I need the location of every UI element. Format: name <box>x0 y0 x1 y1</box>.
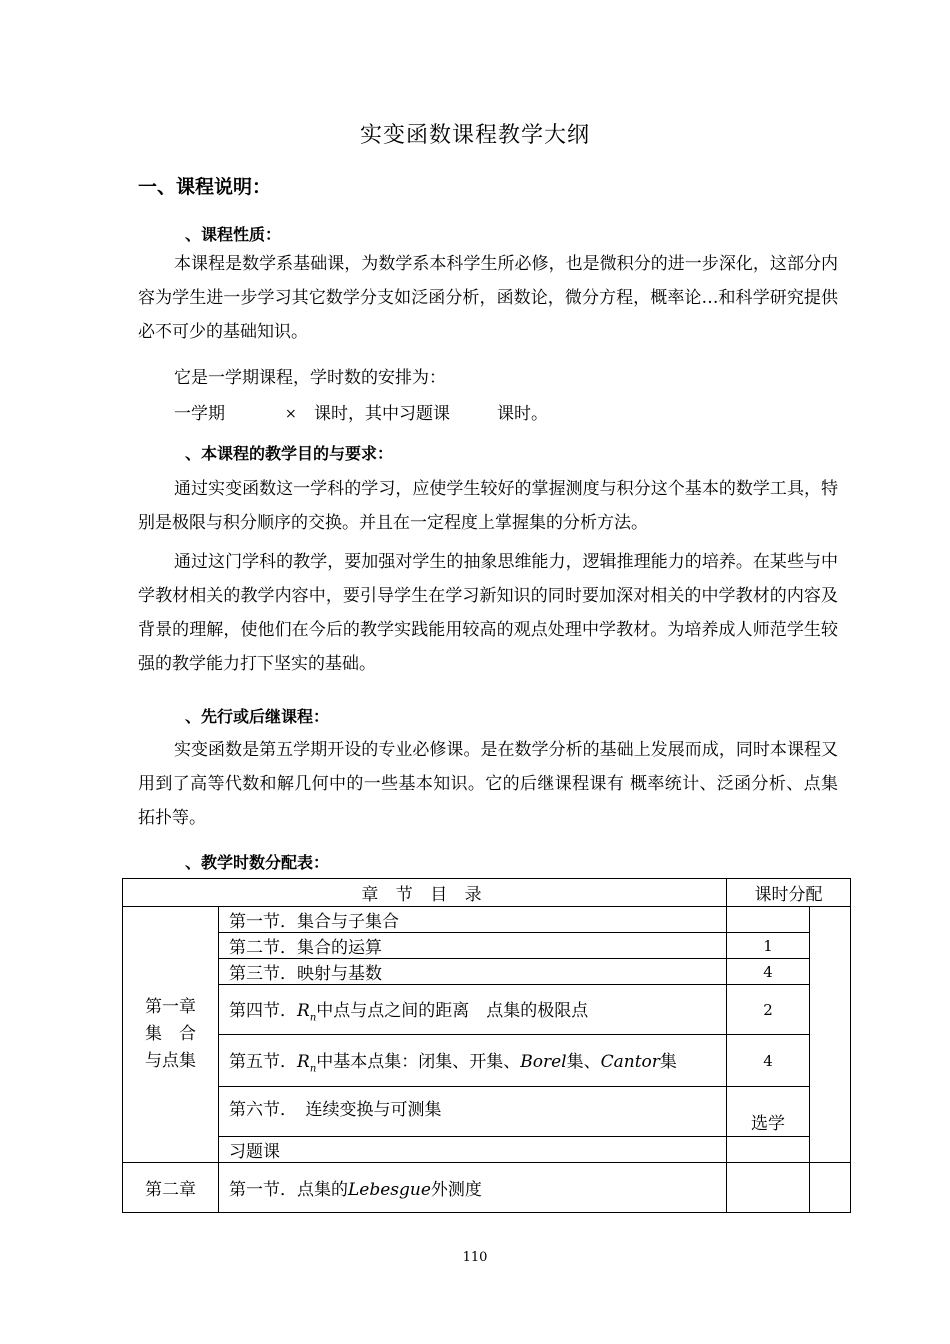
section-1-4 <box>219 985 727 1035</box>
chapter-1-title-line2: 与点集 <box>145 1051 196 1071</box>
section-2-1 <box>219 1163 727 1213</box>
section-1-5-prefix: 第五节． <box>229 1051 297 1072</box>
header-hours: 课时分配 <box>727 879 851 907</box>
page-title: 实变函数课程教学大纲 <box>359 123 590 148</box>
heading-teaching-goals: 、本课程的教学目的与要求： <box>185 444 394 463</box>
section-1-4-prefix: 第四节． <box>229 1000 297 1021</box>
table-row <box>123 907 851 933</box>
section-1-5-cantor: Cantor <box>600 1051 660 1072</box>
section-1-4-r: R <box>297 1000 310 1021</box>
header-toc: 章 节 目 录 <box>123 879 727 907</box>
hours-end-text: 课时。 <box>497 404 548 424</box>
paragraph-goals-2: 通过这门学科的教学，要加强对学生的抽象思维能力，逻辑推理能力的培养。在某些与中学教材相关的教学内容中，要引导学生在学习新知识的同时要加深对相关的中学教材的内容及背景的理解，使他们在今后的教学实践能用较高的观点处理中学教材。为培养成人师范学生较强的教学能力打下坚实的基础。 <box>138 552 838 674</box>
section-1-6-hours: 选学 <box>727 1087 810 1137</box>
section-1-6: 第六节． 连续变换与可测集 <box>219 1087 727 1137</box>
section-2-1-hours <box>727 1163 810 1213</box>
table-row <box>123 1163 851 1213</box>
section-1-5-n: n <box>309 1063 317 1075</box>
table-row <box>123 1137 851 1163</box>
table-row <box>123 1087 851 1137</box>
exercise-class: 习题课 <box>219 1137 727 1163</box>
section-2-1-lebesgue: Lebesgue <box>348 1180 431 1200</box>
heading-course-nature: 、课程性质： <box>185 225 282 244</box>
section-1-1: 第一节．集合与子集合 <box>219 907 727 933</box>
section-2-1-prefix: 第一节．点集的 <box>229 1180 348 1200</box>
paragraph-goals-1: 通过实变函数这一学科的学习，应使学生较好的掌握测度与积分这个基本的数学工具，特别是极限与积分顺序的交换。并且在一定程度上掌握集的分析方法。 <box>138 479 838 533</box>
section-1-5-text: 中基本点集：闭集、开集、 <box>316 1051 521 1072</box>
heading-prerequisites: 、先行或后继课程： <box>185 707 330 726</box>
section-heading-course-description: 一、课程说明： <box>138 176 272 198</box>
section-1-5-suffix: 集 <box>659 1051 677 1072</box>
blank-column-cell <box>810 907 851 1163</box>
section-1-1-hours <box>727 907 810 933</box>
page-number: 110 <box>462 1250 488 1265</box>
table-row <box>123 1035 851 1087</box>
chapter-1-title-line1: 集 合 <box>145 1024 196 1044</box>
paragraph-semester: 它是一学期课程，学时数的安排为： <box>174 368 446 388</box>
table-row <box>123 985 851 1035</box>
exercise-class-hours <box>727 1137 810 1163</box>
section-1-3: 第三节．映射与基数 <box>219 959 727 985</box>
chapter-1-cell <box>123 907 219 1163</box>
table-row <box>123 959 851 985</box>
chapter-2-cell: 第二章 <box>123 1163 219 1213</box>
section-2-1-suffix: 外测度 <box>430 1180 482 1200</box>
hours-times-sign: × <box>285 406 297 422</box>
section-1-3-hours: 4 <box>727 959 810 985</box>
section-1-5-sep: 集、 <box>566 1051 601 1072</box>
section-1-5-hours: 4 <box>727 1035 810 1087</box>
hours-allocation-table <box>122 878 851 1213</box>
hours-class-text: 课时，其中习题课 <box>314 404 450 424</box>
paragraph-prerequisites: 实变函数是第五学期开设的专业必修课。是在数学分析的基础上发展而成，同时本课程又用到了高等代数和解几何中的一些基本知识。它的后继课程课有 概率统计、泛函分析、点集拓扑等。 <box>138 740 838 828</box>
section-1-5 <box>219 1035 727 1087</box>
heading-hours-table: 、教学时数分配表： <box>185 853 330 872</box>
section-1-2-hours: 1 <box>727 933 810 959</box>
hours-semester-label: 一学期 <box>174 404 225 424</box>
section-1-5-r: R <box>297 1051 310 1072</box>
section-1-4-hours: 2 <box>727 985 810 1035</box>
section-1-5-borel: Borel <box>520 1051 567 1072</box>
section-2-1-extra <box>810 1163 851 1213</box>
section-1-4-n: n <box>309 1012 317 1024</box>
paragraph-course-nature: 本课程是数学系基础课，为数学系本科学生所必修，也是微积分的进一步深化，这部分内容为学生进一步学习其它数学分支如泛函分析，函数论，微分方程，概率论…和科学研究提供必不可少的基础知识。 <box>138 254 838 342</box>
section-1-4-text: 中点与点之间的距离 点集的极限点 <box>316 1000 589 1021</box>
chapter-1-number: 第一章 <box>145 997 196 1017</box>
table-row <box>123 933 851 959</box>
table-header-row <box>123 879 851 907</box>
section-1-2: 第二节．集合的运算 <box>219 933 727 959</box>
